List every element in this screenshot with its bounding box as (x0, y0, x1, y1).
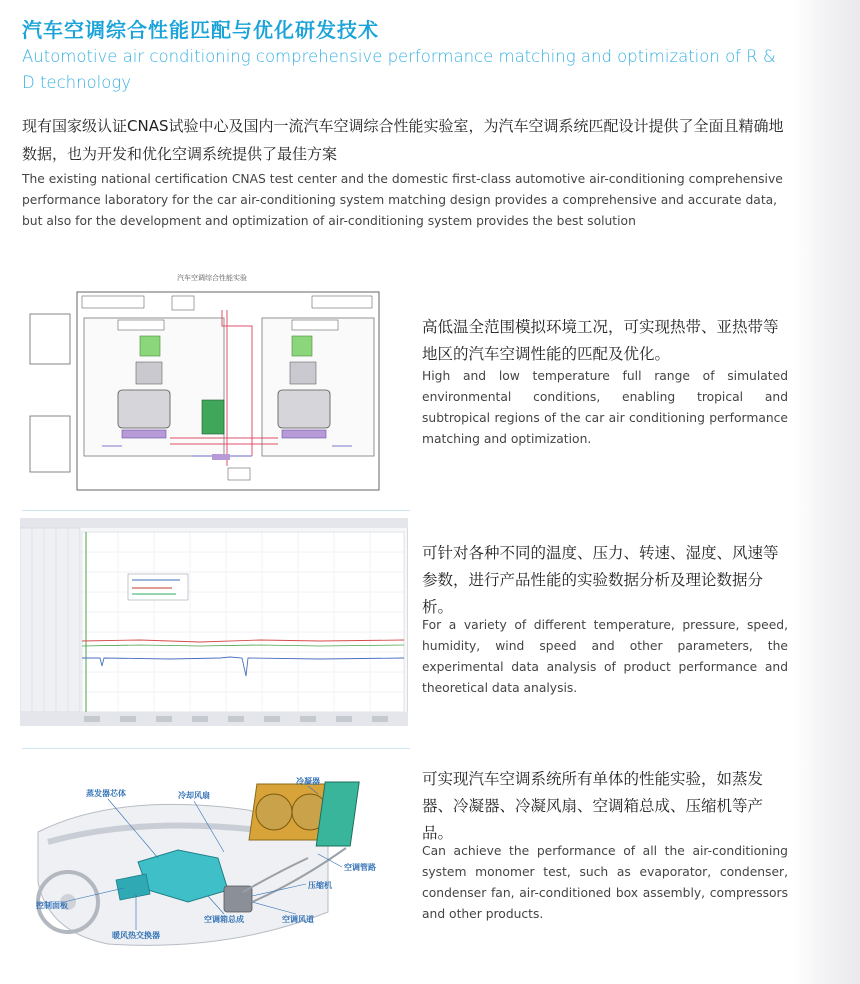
label-evaporator-core: 蒸发器芯体 (86, 789, 126, 798)
label-control-panel: 控制面板 (36, 901, 68, 910)
lab-schematic-figure (22, 266, 392, 500)
label-condenser: 冷凝器 (296, 777, 320, 786)
section-divider (22, 510, 410, 511)
section-2-text-cn: 可针对各种不同的温度、压力、转速、湿度、风速等参数，进行产品性能的实验数据分析及理论数据分析。 (422, 544, 779, 616)
intro-text-cn: 现有国家级认证CNAS试验中心及国内一流汽车空调综合性能实验室，为汽车空调系统匹配设计提供了全面且精确地数据，也为开发和优化空调系统提供了最佳方案 (22, 117, 784, 163)
section-1-text-en: High and low temperature full range of simulated environmental conditions, enabling tropical and subtropical regions of the car air conditioning performance matching and optimization. (422, 369, 788, 446)
label-cooling-fan: 冷却风扇 (178, 791, 210, 800)
lab-schematic-title: 汽车空调综合性能实验 (177, 274, 247, 282)
section-2-text-en: For a variety of different temperature, pressure, speed, humidity, wind speed and other parameters, the experimental data analysis of product performance and theoretical data analysis. (422, 618, 788, 695)
page-edge (794, 0, 860, 984)
section-3-text-en: Can achieve the performance of all the air-conditioning system monomer test, such as evaporator, condenser, condenser fan, air-conditioned box assembly, compressors and other products. (422, 844, 788, 921)
intro-text-en: The existing national certification CNAS test center and the domestic first-class automotive air-conditioning comprehensive performance laboratory for the car air-conditioning system matching design provides a comprehensive and accurate data, but also for the development and optimization of air-conditioning system provides the best solution (22, 172, 783, 228)
section-3-text-cn: 可实现汽车空调系统所有单体的性能实验，如蒸发器、冷凝器、冷凝风扇、空调箱总成、压缩机等产品。 (422, 770, 764, 842)
label-ac-box: 空调箱总成 (204, 915, 244, 924)
data-chart-screenshot (20, 518, 408, 730)
label-heater-core: 暖风热交换器 (112, 931, 160, 940)
label-ac-duct: 空调风道 (282, 915, 314, 924)
label-compressor: 压缩机 (308, 881, 332, 890)
page-subtitle: Automotive air conditioning comprehensive performance matching and optimization of R & D technology (22, 47, 776, 92)
section-divider (22, 748, 410, 749)
label-ac-pipe: 空调管路 (344, 863, 376, 872)
page-title: 汽车空调综合性能匹配与优化研发技术 (22, 18, 379, 42)
components-figure (28, 762, 400, 966)
section-1-text-cn: 高低温全范围模拟环境工况，可实现热带、亚热带等地区的汽车空调性能的匹配及优化。 (422, 318, 779, 363)
